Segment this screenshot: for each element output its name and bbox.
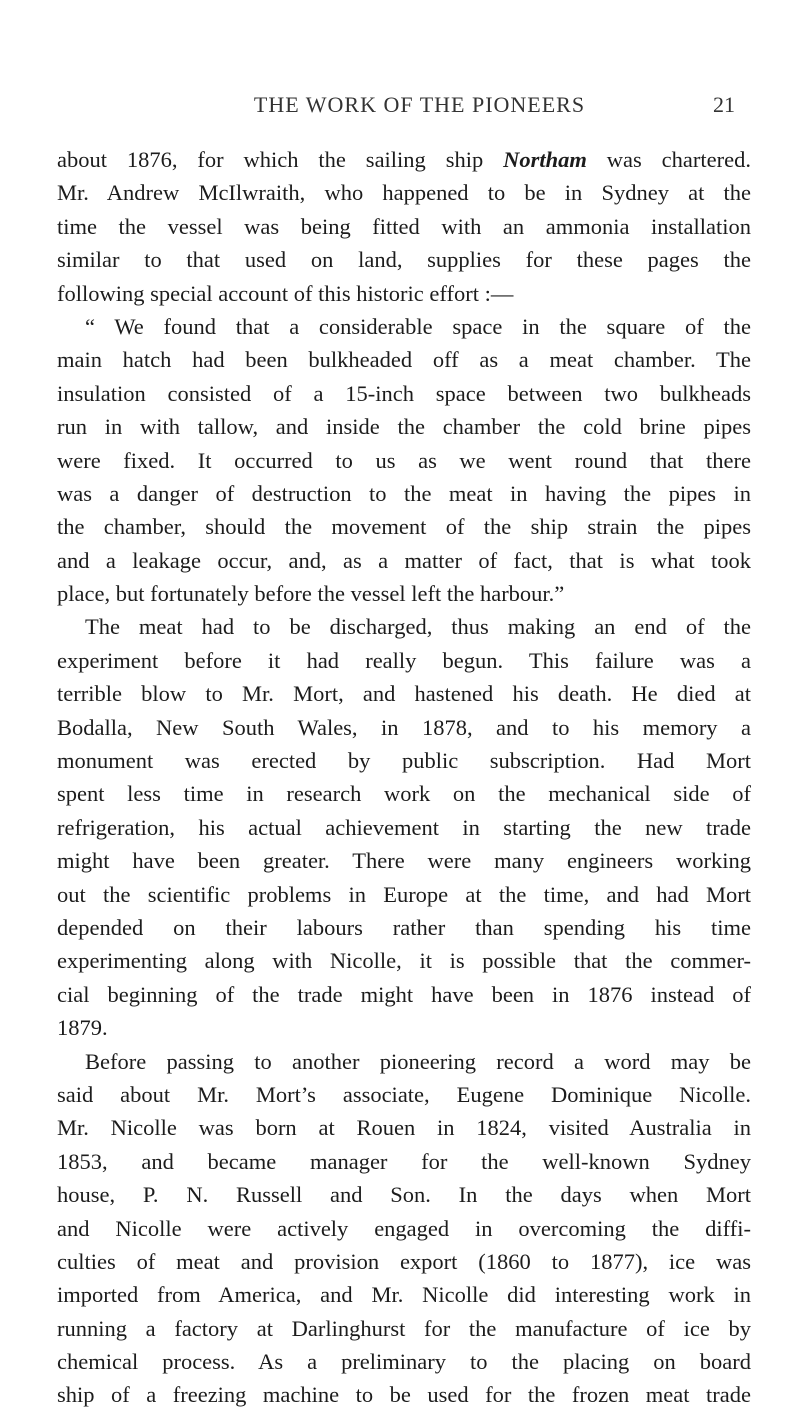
- text-line: run in with tallow, and inside the chamber the cold brine pipes: [57, 414, 751, 440]
- text-line: following special account of this historic effort :—: [57, 280, 514, 306]
- text-line: monument was erected by public subscription. Had Mort: [57, 748, 751, 774]
- text-line: The meat had to be discharged, thus making an end of the: [85, 614, 751, 640]
- text-line: 1879.: [57, 1015, 108, 1041]
- text-line: ship of a freezing machine to be used for the frozen meat trade: [57, 1382, 751, 1408]
- text-line: insulation consisted of a 15-inch space between two bulkheads: [57, 380, 751, 406]
- text-line: might have been greater. There were many engineers working: [57, 848, 751, 874]
- text-line: culties of meat and provision export (1860 to 1877), ice was: [57, 1248, 751, 1274]
- text-line: 1853, and became manager for the well-known Sydney: [57, 1148, 751, 1174]
- text-line: Before passing to another pioneering record a word may be: [85, 1048, 751, 1074]
- text-line: the chamber, should the movement of the ship strain the pipes: [57, 514, 751, 540]
- text-line: and Nicolle were actively engaged in overcoming the diffi-: [57, 1215, 751, 1241]
- text-line: out the scientific problems in Europe at the time, and had Mort: [57, 881, 751, 907]
- running-head: THE WORK OF THE PIONEERS: [253, 92, 586, 117]
- text-line: place, but fortunately before the vessel left the harbour.”: [57, 581, 565, 607]
- text-line: “ We found that a considerable space in the square of the: [85, 313, 751, 339]
- text-line: experiment before it had really begun. This failure was a: [57, 647, 751, 673]
- text-line: Mr. Nicolle was born at Rouen in 1824, visited Australia in: [57, 1115, 751, 1141]
- text-run: about 1876, for which the sailing ship: [57, 147, 504, 172]
- text-line: experimenting along with Nicolle, it is possible that the commer-: [57, 948, 751, 974]
- text-run: was chartered.: [586, 147, 751, 172]
- text-line: terrible blow to Mr. Mort, and hastened his death. He died at: [57, 681, 751, 707]
- text-line: cial beginning of the trade might have been in 1876 instead of: [57, 981, 751, 1007]
- text-line: [57, 143, 751, 176]
- text-line: spent less time in research work on the mechanical side of: [57, 781, 751, 807]
- text-line: were fixed. It occurred to us as we went round that there: [57, 447, 751, 473]
- text-line: main hatch had been bulkheaded off as a meat chamber. The: [57, 347, 751, 373]
- text-line: Mr. Andrew McIlwraith, who happened to be in Sydney at the: [57, 180, 751, 206]
- ship-name: Northam: [503, 147, 587, 172]
- text-line: time the vessel was being fitted with an ammonia installation: [57, 213, 751, 239]
- page-number: 21: [713, 92, 735, 117]
- text-line: refrigeration, his actual achievement in starting the new trade: [57, 814, 751, 840]
- body-text: [57, 143, 751, 1412]
- text-line: imported from America, and Mr. Nicolle did interesting work in: [57, 1282, 751, 1308]
- text-line: Bodalla, New South Wales, in 1878, and to his memory a: [57, 714, 751, 740]
- text-line: was a danger of destruction to the meat in having the pipes in: [57, 480, 751, 506]
- text-line: chemical process. As a preliminary to the placing on board: [57, 1349, 751, 1375]
- text-line: running a factory at Darlinghurst for the manufacture of ice by: [57, 1315, 751, 1341]
- text-line: depended on their labours rather than spending his time: [57, 914, 751, 940]
- text-line: house, P. N. Russell and Son. In the days when Mort: [57, 1182, 751, 1208]
- text-line: and a leakage occur, and, as a matter of fact, that is what took: [57, 547, 751, 573]
- text-line: said about Mr. Mort’s associate, Eugene Dominique Nicolle.: [57, 1081, 751, 1107]
- text-line: similar to that used on land, supplies for these pages the: [57, 247, 751, 273]
